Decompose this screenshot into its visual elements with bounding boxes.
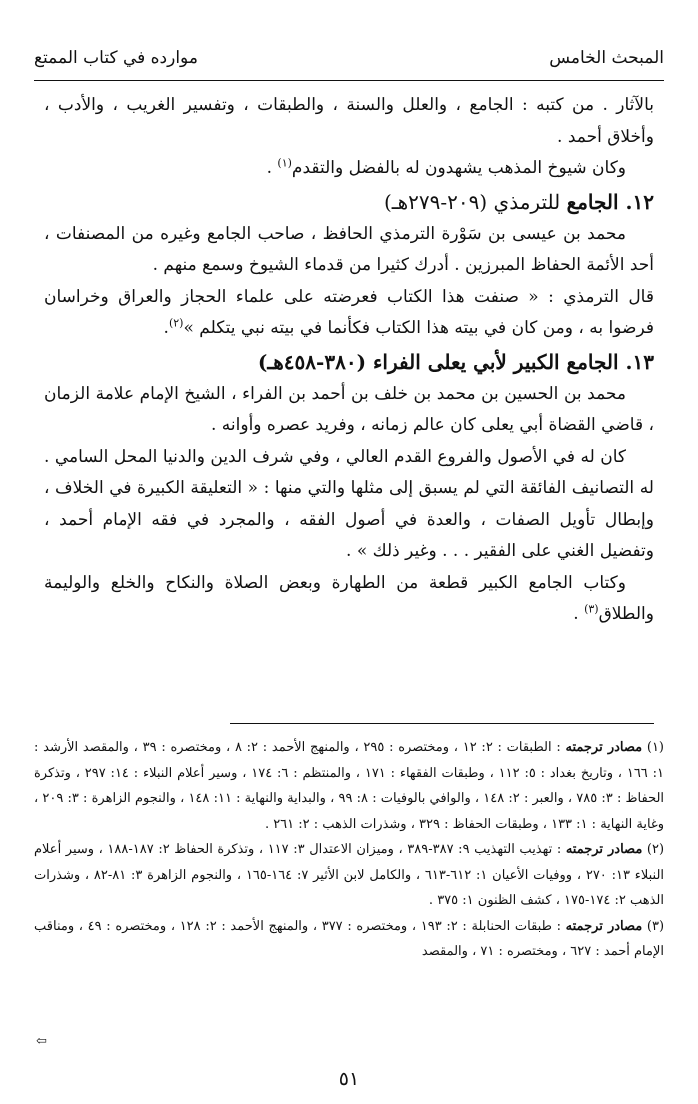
footnote-2-number: (٢) bbox=[646, 842, 665, 857]
paragraph-2 bbox=[44, 153, 654, 185]
section-title-13: الجامع الكبير لأبي يعلى الفراء (٣٨٠-٤٥٨هـ) bbox=[257, 349, 619, 374]
paragraph-4 bbox=[44, 282, 654, 345]
footnote-ref-2: (٢) bbox=[168, 316, 184, 330]
footnote-3-number: (٣) bbox=[646, 918, 665, 934]
paragraph-2-end: . bbox=[266, 158, 278, 178]
running-header bbox=[34, 38, 664, 78]
footnote-2-label: مصادر ترجمته bbox=[565, 842, 643, 857]
footnote-1 bbox=[34, 735, 664, 837]
paragraph-1: بالآثار . من كتبه : الجامع ، والعلل والسنة ، والطبقات ، وتفسير الغريب ، والأدب ، وأخلاق أحمد . bbox=[44, 95, 654, 147]
section-title-12: الجامع bbox=[566, 189, 619, 214]
section-heading-13 bbox=[44, 345, 654, 379]
footnote-3-text: : طبقات الحنابلة : ٢: ١٩٣ ، ومختصره : ٣٧٧ ، والمنهج الأحمد : ٢: ١٢٨ ، ومختصره : ٤٩ ، ومناقب الإمام أحمد : ٦٢٧ ، ومختصره : ٧١ ، والمقصد bbox=[34, 918, 664, 959]
paragraph-3: محمد بن عيسى بن سَوْرة الترمذي الحافظ ، صاحب الجامع وغيره من المصنفات ، أحد الأئمة الحفاظ المبرزين . أدرك كثيرا من قدماء الشيوخ وسمع منهم . bbox=[44, 223, 654, 275]
footnote-ref-1: (١) bbox=[277, 156, 292, 170]
header-divider bbox=[34, 80, 664, 81]
paragraph-4-text: قال الترمذي : « صنفت هذا الكتاب فعرضته على علماء الحجاز والعراق وخراسان فرضوا به ، ومن كان في بيته هذا الكتاب فكأنما في بيته نبي يتكلم » bbox=[44, 286, 654, 338]
footnote-divider bbox=[230, 723, 654, 724]
continue-arrow-icon: ⇦ bbox=[36, 1034, 47, 1049]
footnote-3 bbox=[34, 914, 664, 965]
paragraph-2-text: وكان شيوخ المذهب يشهدون له بالفضل والتقدم bbox=[291, 158, 626, 178]
paragraph-7 bbox=[44, 568, 654, 631]
paragraph-6: كان له في الأصول والفروع القدم العالي ، وفي شرف الدين والدنيا المحل السامي . له التصانيف الفائقة التي لم يسبق إلى مثلها والتي منها : « التعليقة الكبيرة في الخلاف ، وإبطال تأويل الصفات ، والعدة في أصول الفقه ، والمجرد في فقه الإمام أحمد ، وتفضيل الغني على الفقير . . . وغير ذلك » . bbox=[44, 446, 654, 561]
section-number-12: ١٢. bbox=[625, 189, 654, 214]
paragraph-4-end: . bbox=[163, 318, 169, 338]
paragraph-5: محمد بن الحسين بن محمد بن خلف بن أحمد بن الفراء ، الشيخ الإمام علامة الزمان ، قاضي القضاة أبي يعلى كان عالم زمانه ، وفريد عصره وأوانه . bbox=[44, 383, 654, 435]
footnote-ref-3: (٣) bbox=[584, 602, 599, 616]
footnote-1-number: (١) bbox=[646, 740, 664, 755]
footnotes bbox=[34, 735, 664, 965]
footnote-2 bbox=[34, 837, 664, 914]
paragraph-7-text: وكتاب الجامع الكبير قطعة من الطهارة وبعض الصلاة والنكاح والخلع والوليمة والطلاق bbox=[44, 572, 654, 624]
footnote-1-text: : الطبقات : ٢: ١٢ ، ومختصره : ٢٩٥ ، والمنهج الأحمد : ٢: ٨ ، ومختصره : ٣٩ ، والمقصد الأرشد : ١: ١٦٦ ، وتاريخ بغداد : ٥: ١١٢ ، وطبقات الفقهاء : ١٧١ ، والمنتظم : ٦: ١٧٤ ، وسير أعلام النبلاء : ١٤: ٢٩٧ ، وتذكرة الحفاظ : ٣: ٧٨٥ ، والعبر : ٢: ١٤٨ ، والوافي بالوفيات : ٨: ٩٩ ، والبداية والنهاية : ١١: ١٤٨ ، والنجوم الزاهرة : ٣: ٢٠٩ ، وغاية النهاية : ١: ١٣٣ ، وطبقات الحفاظ : ٣٢٩ ، وشذرات الذهب : ٢: ٢٦١ . bbox=[34, 740, 665, 832]
page-number: ٥١ bbox=[338, 1068, 360, 1090]
footnote-3-label: مصادر ترجمته bbox=[565, 918, 643, 934]
footnote-1-label: مصادر ترجمته bbox=[565, 740, 643, 755]
footnote-2-text: : تهذيب التهذيب ٩: ٣٨٧-٣٨٩ ، وميزان الاعتدال ٣: ١١٧ ، وتذكرة الحفاظ ٢: ١٨٧-١٨٨ ، وسير أعلام النبلاء ١٣: ٢٧٠ ، ووفيات الأعيان ١: ٦١٢-٦١٣ ، والكامل لابن الأثير ٧: ١٦٤-١٦٥ ، والنجوم الزاهرة ٣: ٨١-٨٢ ، وشذرات الذهب ٢: ١٧٤-١٧٥ ، كشف الظنون ١: ٣٧٥ . bbox=[34, 842, 665, 908]
section-subtitle-12: للترمذي (٢٠٩-٢٧٩هـ) bbox=[383, 189, 567, 214]
header-chapter-title: المبحث الخامس bbox=[549, 48, 664, 68]
header-book-title: موارده في كتاب الممتع bbox=[34, 48, 198, 68]
paragraph-7-end: . bbox=[573, 604, 585, 624]
section-heading-12 bbox=[44, 185, 654, 219]
section-number-13: ١٣. bbox=[625, 349, 654, 374]
main-text bbox=[44, 90, 654, 631]
